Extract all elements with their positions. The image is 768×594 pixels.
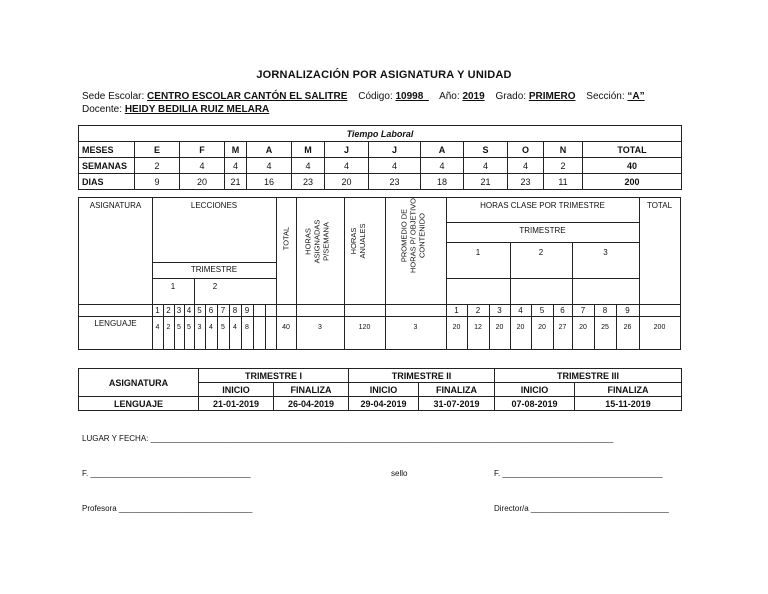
dias-row xyxy=(79,174,682,190)
month-cell: A xyxy=(247,142,292,158)
hc-value: 25 xyxy=(601,324,609,331)
header-line-1 xyxy=(82,91,645,102)
lesson-num: 8 xyxy=(232,306,238,315)
hc-value: 20 xyxy=(538,324,546,331)
profesora-line: Profesora ______________________________ xyxy=(82,504,253,513)
month-cell: S xyxy=(464,142,508,158)
inicio-header: INICIO xyxy=(495,383,575,397)
value-cell: 21 xyxy=(225,174,247,190)
lesson-value: 8 xyxy=(245,324,249,331)
lesson-num: 9 xyxy=(244,306,250,315)
months-label: MESES xyxy=(79,142,135,158)
months-row xyxy=(79,142,682,158)
value-cell: 18 xyxy=(421,174,464,190)
sede-value: CENTRO ESCOLAR CANTÓN EL SALITRE xyxy=(147,91,348,102)
lugar-fecha-line: LUGAR Y FECHA: ________________________________________________________________________________________________________ xyxy=(82,434,614,443)
month-cell: O xyxy=(508,142,544,158)
horas-asignadas-label: HORAS ASIGNADAS P/SEMANA xyxy=(303,219,331,264)
hc-value: 27 xyxy=(558,324,567,331)
codigo-label: Código: xyxy=(358,91,393,102)
value-cell: 23 xyxy=(508,174,544,190)
horas-anuales-label: HORAS ANUALES xyxy=(349,223,367,259)
asignatura-header: ASIGNATURA xyxy=(89,201,142,210)
total2-header: TOTAL xyxy=(646,201,673,210)
hc-num: 3 xyxy=(497,306,502,315)
promedio-value: 3 xyxy=(413,324,418,331)
hc-value: 20 xyxy=(495,324,504,331)
total-cell: 40 xyxy=(583,158,682,174)
value-cell: 23 xyxy=(369,174,421,190)
value-cell: 4 xyxy=(369,158,421,174)
docente-value: HEIDY BEDILIA RUIZ MELARA xyxy=(124,104,270,115)
lecciones-trim-num: 2 xyxy=(212,282,218,291)
lesson-value: 4 xyxy=(209,324,213,331)
total-label: TOTAL xyxy=(583,142,682,158)
tiempo-title: Tiempo Laboral xyxy=(79,126,682,142)
value-cell: 4 xyxy=(325,158,369,174)
hc-trim-num: 3 xyxy=(603,248,608,257)
lecciones-trimestre-label: TRIMESTRE xyxy=(190,265,238,274)
fechas-asignatura-header: ASIGNATURA xyxy=(79,369,199,397)
value-cell: 9 xyxy=(135,174,180,190)
firma-left: F. ____________________________________ xyxy=(82,469,251,478)
seccion-label: Sección: xyxy=(586,91,625,102)
value-cell: 2 xyxy=(135,158,180,174)
lesson-value: 5 xyxy=(187,324,191,331)
semanas-row xyxy=(79,158,682,174)
value-cell: 2 xyxy=(544,158,583,174)
inicio-header: INICIO xyxy=(199,383,274,397)
horas-clase-trimestre-label: TRIMESTRE xyxy=(519,226,566,235)
value-cell: 4 xyxy=(292,158,325,174)
hc-value: 26 xyxy=(623,324,632,331)
value-cell: 21 xyxy=(464,174,508,190)
tiempo-laboral-table xyxy=(78,125,682,190)
lesson-num: 2 xyxy=(166,306,171,315)
lesson-value: 3 xyxy=(197,324,202,331)
trimestre-header: TRIMESTRE II xyxy=(349,369,495,383)
hc-trim-num: 2 xyxy=(538,248,544,257)
lesson-num: 1 xyxy=(155,306,160,315)
row-label: DIAS xyxy=(79,174,135,190)
horas-semana-value: 3 xyxy=(318,324,322,331)
value-cell: 20 xyxy=(180,174,225,190)
total-vertical-label: TOTAL xyxy=(281,226,291,251)
date-cell: 29-04-2019 xyxy=(349,397,419,411)
codigo-value: 10998_ xyxy=(395,91,429,102)
month-cell: J xyxy=(369,142,421,158)
grado-value: PRIMERO xyxy=(528,91,576,102)
sello-label: sello xyxy=(391,469,408,478)
finaliza-header: FINALIZA xyxy=(419,383,495,397)
grado-label: Grado: xyxy=(495,91,527,102)
promedio-label: PROMEDIO DE HORAS P/ OBJETIVO CONTENIDO xyxy=(399,198,427,274)
hc-value: 20 xyxy=(579,324,587,331)
seccion-value: “A” xyxy=(627,91,645,102)
month-cell: F xyxy=(180,142,225,158)
anio-value: 2019 xyxy=(462,91,485,102)
hc-num: 1 xyxy=(454,306,459,315)
hc-value: 20 xyxy=(516,324,525,331)
lesson-value: 5 xyxy=(221,324,225,331)
firma-right: F. ____________________________________ xyxy=(494,469,663,478)
lesson-num: 6 xyxy=(208,306,214,315)
lesson-value: 2 xyxy=(166,324,171,331)
inicio-header: INICIO xyxy=(349,383,419,397)
anio-label: Año: xyxy=(439,91,460,102)
subject-lenguaje: LENGUAJE xyxy=(94,319,137,328)
lecciones-trim-num: 1 xyxy=(170,282,176,291)
hc-num: 7 xyxy=(580,306,586,315)
header-line-2 xyxy=(82,104,269,115)
fechas-table xyxy=(78,368,682,411)
hc-value: 20 xyxy=(452,324,461,331)
date-cell: 21-01-2019 xyxy=(199,397,274,411)
row-label: SEMANAS xyxy=(79,158,135,174)
docente-label: Docente: xyxy=(82,104,123,115)
finaliza-header: FINALIZA xyxy=(575,383,682,397)
hc-num: 5 xyxy=(539,306,545,315)
grand-total-value: 200 xyxy=(653,324,666,331)
lesson-value: 4 xyxy=(155,324,160,331)
lesson-num: 4 xyxy=(186,306,192,315)
value-cell: 20 xyxy=(325,174,369,190)
hc-trim-num: 1 xyxy=(475,248,481,257)
value-cell: 16 xyxy=(247,174,292,190)
month-cell: J xyxy=(325,142,369,158)
lesson-num: 7 xyxy=(220,306,226,315)
value-cell: 11 xyxy=(544,174,583,190)
lesson-value: 4 xyxy=(233,324,237,331)
trimestre-header: TRIMESTRE I xyxy=(199,369,349,383)
fechas-subject: LENGUAJE xyxy=(79,397,199,411)
hc-num: 8 xyxy=(602,306,608,315)
date-cell: 07-08-2019 xyxy=(495,397,575,411)
hc-num: 6 xyxy=(560,306,565,315)
date-cell: 26-04-2019 xyxy=(274,397,349,411)
total-value: 40 xyxy=(282,324,290,331)
value-cell: 4 xyxy=(225,158,247,174)
trimestre-header: TRIMESTRE III xyxy=(495,369,682,383)
value-cell: 4 xyxy=(464,158,508,174)
hc-num: 4 xyxy=(518,306,523,315)
finaliza-header: FINALIZA xyxy=(274,383,349,397)
value-cell: 4 xyxy=(247,158,292,174)
month-cell: M xyxy=(292,142,325,158)
lecciones-header: LECCIONES xyxy=(190,201,238,210)
horas-anuales-value: 120 xyxy=(358,324,371,331)
hc-num: 9 xyxy=(625,306,630,315)
value-cell: 23 xyxy=(292,174,325,190)
lesson-num: 5 xyxy=(197,306,202,315)
month-cell: M xyxy=(225,142,247,158)
hc-value: 12 xyxy=(474,324,482,331)
value-cell: 4 xyxy=(180,158,225,174)
month-cell: A xyxy=(421,142,464,158)
value-cell: 4 xyxy=(508,158,544,174)
month-cell: N xyxy=(544,142,583,158)
lesson-value: 5 xyxy=(177,324,181,331)
lecciones-grid xyxy=(78,197,681,350)
hc-num: 2 xyxy=(475,306,481,315)
date-cell: 15-11-2019 xyxy=(575,397,682,411)
total-cell: 200 xyxy=(583,174,682,190)
horas-clase-header: HORAS CLASE POR TRIMESTRE xyxy=(480,201,605,210)
value-cell: 4 xyxy=(421,158,464,174)
month-cell: E xyxy=(135,142,180,158)
page-title: JORNALIZACIÓN POR ASIGNATURA Y UNIDAD xyxy=(256,69,512,81)
date-cell: 31-07-2019 xyxy=(419,397,495,411)
lesson-num: 3 xyxy=(176,306,182,315)
director-line: Director/a _______________________________ xyxy=(494,504,669,513)
sede-label: Sede Escolar: xyxy=(82,91,145,102)
